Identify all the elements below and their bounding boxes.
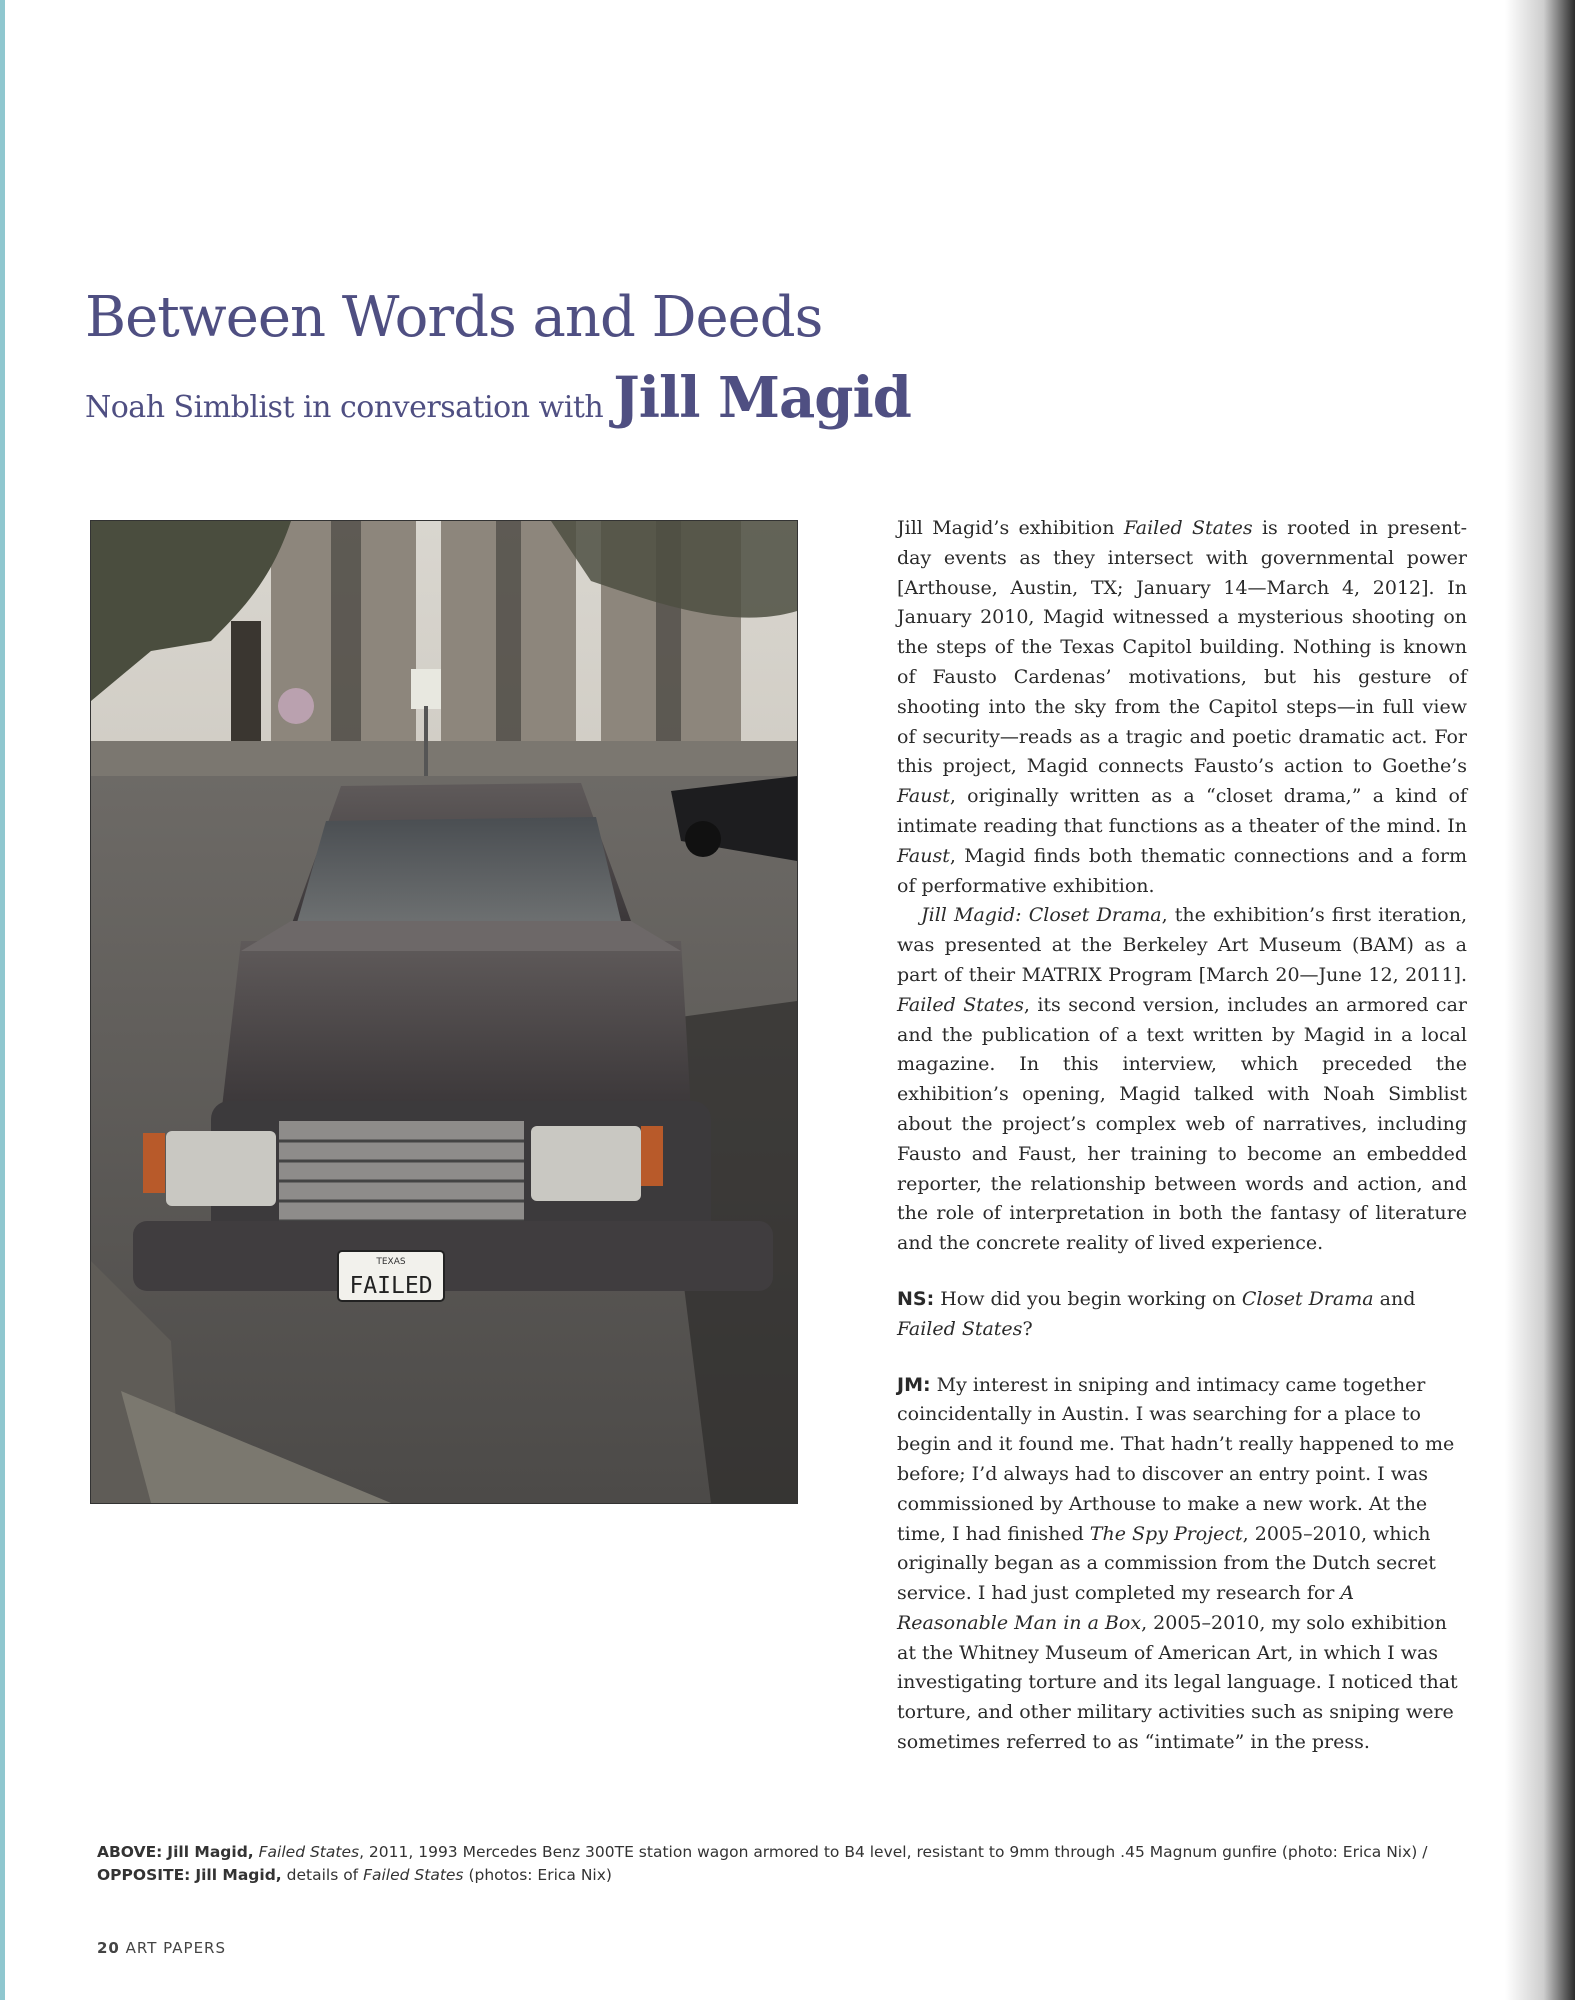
intro-paragraph-2: Jill Magid: Closet Drama, the exhibition’s first iteration, was presented at the Berkeley Art Museum (BAM) as a part of their MATRIX Program [March 20—June 12, 2011]. Failed States, its second version, includes an armored car and the publication of a text written by Magid in a local magazine. In this interview, which preceded the exhibition’s opening, Magid talked with Noah Simblist about the project’s complex web of narratives, including Fausto and Faust, her training to become an embedded reporter, the relationship between words and action, and the role of interpretation in both the fantasy of literature and the concrete reality of lived experience. xyxy=(897,904,1467,1255)
caption-opposite: OPPOSITE: Jill Magid, details of Failed States (photos: Erica Nix) xyxy=(97,1866,612,1884)
photo-caption xyxy=(97,1841,1457,1887)
subtitle-prefix: Noah Simblist in conversation with xyxy=(85,390,604,425)
magazine-name: ART PAPERS xyxy=(125,1939,226,1957)
car-photo xyxy=(90,520,798,1504)
intro-paragraph-1: Jill Magid’s exhibition Failed States is rooted in present-day events as they intersect with governmental power [Arthouse, Austin, TX; January 14—March 4, 2012]. In January 2010, Magid witnessed a mysterious shooting on the steps of the Texas Capitol building. Nothing is known of Fausto Cardenas’ motivations, but his gesture of shooting into the sky from the Capitol steps—in full view of security—reads as a tragic and poetic dramatic act. For this project, Magid connects Fausto’s action to Goethe’s Faust, originally written as a “closet drama,” a kind of intimate reading that functions as a theater of the mind. In Faust, Magid finds both thematic connections and a form of performative exhibition. xyxy=(897,517,1468,897)
page-number: 20 xyxy=(97,1939,120,1957)
article-title: Between Words and Deeds xyxy=(85,285,823,350)
article-subtitle xyxy=(85,365,911,431)
subtitle-name: Jill Magid xyxy=(613,365,911,431)
plate-state: TEXAS xyxy=(376,1257,406,1267)
page-edge xyxy=(0,0,5,2000)
speaker-jm: JM: xyxy=(897,1373,931,1396)
page-footer xyxy=(97,1939,226,1957)
plate-text: FAILED xyxy=(349,1273,433,1299)
interview-question: NS: How did you begin working on Closet Drama and Failed States? xyxy=(897,1287,1416,1340)
caption-above: ABOVE: Jill Magid, Failed States, 2011, 1993 Mercedes Benz 300TE station wagon armored to B4 level, resistant to 9mm through .45 Magnum gunfire (photo: Erica Nix) / xyxy=(97,1843,1428,1861)
speaker-ns: NS: xyxy=(897,1287,935,1310)
interview-answer: JM: My interest in sniping and intimacy came together coincidentally in Austin. I was searching for a place to begin and it found me. That hadn’t really happened to me before; I’d always had to discover an entry point. I was commissioned by Arthouse to make a new work. At the time, I had finished The Spy Project, 2005–2010, which originally began as a commission from the Dutch secret service. I had just completed my research for A Reasonable Man in a Box, 2005–2010, my solo exhibition at the Whitney Museum of American Art, in which I was investigating torture and its legal language. I noticed that torture, and other military activities such as sniping were sometimes referred to as “intimate” in the press. xyxy=(897,1373,1458,1754)
binding-shadow xyxy=(1505,0,1575,2000)
article-body xyxy=(897,514,1467,1758)
